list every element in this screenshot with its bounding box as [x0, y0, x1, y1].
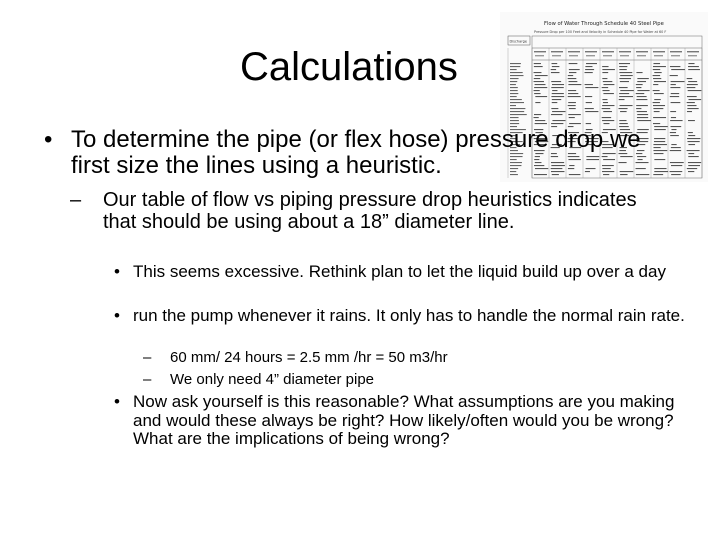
bullet-text: Our table of flow vs piping pressure drop heuristics indicates that should be using about a 18” diameter line. [103, 189, 637, 233]
table-cell-text [602, 66, 608, 67]
table-cell-text [569, 63, 578, 64]
table-cell-text [687, 111, 692, 112]
table-cell-text [653, 174, 663, 175]
table-cell-text [687, 138, 700, 139]
bullet-marker: • [44, 126, 53, 153]
table-cell-text [602, 69, 615, 70]
table-cell-text [552, 66, 560, 67]
table-cell-text [636, 99, 647, 100]
table-cell-text [535, 120, 545, 121]
table-cell-text [510, 90, 518, 91]
table-cell-text [603, 81, 612, 82]
bullet-text: To determine the pipe (or flex hose) pressure drop we first size the lines using a heuristic. [71, 126, 641, 179]
table-cell-text [671, 147, 681, 148]
table-cell-text [619, 63, 630, 64]
table-cell-text [687, 168, 697, 169]
bullet-marker: • [114, 262, 120, 281]
dash-marker: – [70, 189, 82, 211]
table-caption: Flow of Water Through Schedule 40 Steel Pipe [544, 21, 664, 27]
table-cell-text [654, 93, 664, 94]
table-cell-text [619, 66, 627, 67]
table-header-cell [688, 55, 697, 56]
table-cell-text [653, 78, 661, 79]
table-cell-text [636, 108, 641, 109]
table-cell-text [654, 171, 668, 172]
table-cell-text [687, 102, 695, 103]
table-cell-text [619, 99, 625, 100]
bullet-text: 60 mm/ 24 hours = 2.5 mm /hr = 50 m3/hr [170, 349, 448, 366]
table-cell-text [671, 144, 676, 145]
table-cell-text [654, 111, 660, 112]
table-cell-text [670, 171, 683, 172]
table-cell-text [510, 78, 519, 79]
table-cell-text [603, 111, 612, 112]
table-cell-text [510, 123, 519, 124]
table-cell-text [552, 102, 558, 103]
table-cell-text [602, 120, 614, 121]
table-cell-text [602, 90, 609, 91]
table-cell-text [688, 69, 700, 70]
table-cell-text [637, 111, 647, 112]
table-cell-text [653, 108, 663, 109]
table-cell-text [602, 87, 608, 88]
table-cell-text [619, 123, 627, 124]
table-cell-text [510, 72, 523, 73]
bullet-text: Now ask yourself is this reasonable? What assumptions are you making and would these always be right? How likely/often would you be wrong? What are the implications of being wrong? [133, 392, 675, 448]
table-cell-text [510, 81, 517, 82]
table-cell-text [510, 117, 519, 118]
table-cell-text [688, 135, 695, 136]
table-cell-text [619, 72, 632, 73]
table-cell-text [510, 114, 527, 115]
bullet-level3 [114, 307, 694, 326]
table-cell-text [619, 96, 633, 97]
table-header-cell [687, 51, 699, 52]
table-cell-text [535, 96, 547, 97]
table-cell-text [653, 105, 665, 106]
table-cell-text [687, 84, 698, 85]
table-cell-text [619, 108, 628, 109]
table-cell-text [510, 66, 520, 67]
table-cell-text [671, 84, 676, 85]
table-cell-text [569, 117, 575, 118]
table-cell-text [535, 84, 546, 85]
table-cell-text [552, 63, 558, 64]
table-cell-text [670, 75, 678, 76]
table-cell-text [688, 81, 697, 82]
table-cell-text [670, 66, 680, 67]
table-cell-text [585, 111, 598, 112]
table-cell-text [654, 81, 666, 82]
table-cell-text [688, 162, 701, 163]
table-header-cell [670, 51, 682, 52]
table-cell-text [688, 66, 699, 67]
table-cell-text [671, 69, 685, 70]
table-header-cell [534, 51, 546, 52]
table-cell-text [551, 69, 556, 70]
table-cell-text [687, 87, 696, 88]
table-cell-text [534, 66, 543, 67]
table-cell-text [619, 87, 628, 88]
table-cell-text [569, 108, 576, 109]
bullet-marker: • [114, 392, 120, 411]
table-cell-text [636, 84, 643, 85]
table-cell-text [602, 99, 607, 100]
table-cell-text [654, 138, 665, 139]
table-cell-text [535, 102, 540, 103]
table-cell-text [637, 90, 649, 91]
table-cell-text [671, 129, 676, 130]
table-cell-text [619, 69, 626, 70]
table-cell-text [569, 123, 581, 124]
table-cell-text [670, 120, 682, 121]
table-cell-text [585, 87, 598, 88]
dash-marker: – [143, 371, 152, 388]
table-cell-text [653, 144, 666, 145]
table-cell-text [653, 90, 660, 91]
table-cell-text [688, 141, 700, 142]
table-cell-text [552, 84, 564, 85]
table-cell-text [654, 99, 661, 100]
table-cell-text [585, 69, 594, 70]
table-cell-text [551, 123, 563, 124]
table-cell-text [602, 117, 611, 118]
table-cell-text [551, 87, 563, 88]
table-cell-text [654, 141, 665, 142]
table-cell-text [619, 78, 631, 79]
table-cell-text [688, 153, 694, 154]
table-cell-text [620, 111, 627, 112]
table-cell-text [688, 144, 695, 145]
table-cell-text [568, 90, 576, 91]
table-cell-text [602, 78, 607, 79]
table-cell-text [568, 93, 578, 94]
table-cell-text [585, 84, 593, 85]
table-cell-text [586, 102, 592, 103]
table-cell-text [568, 105, 576, 106]
table-cell-text [637, 81, 646, 82]
table-cell-text [603, 84, 614, 85]
table-cell-text [653, 150, 667, 151]
table-cell-text [534, 93, 540, 94]
table-header-cell [653, 51, 665, 52]
table-cell-text [620, 90, 634, 91]
table-cell-text [568, 102, 576, 103]
table-header-cell [619, 51, 631, 52]
table-cell-text [670, 162, 684, 163]
table-cell-text [534, 117, 539, 118]
bullet-level3 [114, 393, 694, 449]
table-cell-text [568, 84, 581, 85]
table-header-cell [603, 55, 612, 56]
table-cell-text [510, 108, 525, 109]
table-cell-text [569, 72, 576, 73]
table-cell-text [653, 75, 661, 76]
table-cell-text [586, 63, 597, 64]
table-cell-text [687, 105, 696, 106]
table-cell-text [552, 120, 565, 121]
table-cell-text [510, 69, 517, 70]
table-cell-text [535, 75, 548, 76]
table-cell-text [620, 81, 629, 82]
table-cell-text [653, 147, 660, 148]
table-cell-text [688, 165, 700, 166]
table-cell-text [602, 72, 608, 73]
table-cell-text [687, 150, 700, 151]
table-cell-text [637, 114, 648, 115]
bullet-text: run the pump whenever it rains. It only has to handle the normal rain rate. [133, 306, 685, 325]
table-cell-text [653, 123, 660, 124]
table-cell-text [535, 123, 547, 124]
table-cell-text [688, 120, 695, 121]
table-cell-text [636, 93, 645, 94]
table-header-cell [552, 55, 561, 56]
table-cell-text [653, 84, 658, 85]
table-cell-text [552, 90, 557, 91]
table-cell-text [637, 96, 647, 97]
table-header-cell [569, 55, 578, 56]
table-cell-text [636, 105, 648, 106]
table-header-cell [586, 55, 595, 56]
table-cell-text [551, 72, 560, 73]
table-header-cell [671, 55, 680, 56]
table-cell-text [551, 114, 563, 115]
table-cell-text [620, 105, 633, 106]
table-cell-text [654, 168, 666, 169]
table-header-cell [636, 51, 648, 52]
table-cell-text [688, 156, 698, 157]
table-cell-text [510, 105, 516, 106]
table-cell-text [510, 102, 524, 103]
bullet-level4 [143, 349, 448, 366]
table-header-cell [602, 51, 614, 52]
table-cell-text [552, 99, 561, 100]
table-cell-text [534, 90, 540, 91]
bullet-text: This seems excessive. Rethink plan to let the liquid build up over a day [133, 262, 666, 281]
table-cell-text [551, 108, 558, 109]
table-subcaption: Pressure Drop per 100 Feet and Velocity in Schedule 40 Pipe for Water at 60 F [534, 30, 667, 34]
table-cell-text [585, 96, 592, 97]
table-cell-text [671, 165, 682, 166]
table-cell-text [637, 117, 648, 118]
bullet-level2 [70, 190, 670, 233]
table-cell-text [688, 171, 694, 172]
table-cell-text [585, 72, 593, 73]
table-header-cell [585, 51, 597, 52]
table-cell-text [510, 93, 518, 94]
table-cell-text [620, 75, 633, 76]
table-cell-text [688, 99, 701, 100]
table-cell-text [654, 159, 665, 160]
table-cell-text [602, 105, 614, 106]
table-cell-text [603, 93, 613, 94]
table-header-cell [551, 51, 563, 52]
table-cell-text [534, 81, 544, 82]
table-cell-text [510, 63, 521, 64]
table-cell-text [671, 102, 681, 103]
bullet-level4 [143, 371, 374, 388]
table-cell-text [569, 81, 578, 82]
bullet-level1 [44, 127, 644, 179]
table-cell-text [671, 93, 679, 94]
table-cell-text [569, 69, 580, 70]
table-cell-text [671, 117, 676, 118]
table-cell-text [568, 96, 581, 97]
table-cell-text [653, 117, 666, 118]
table-cell-text [568, 114, 581, 115]
table-cell-text [637, 120, 651, 121]
table-cell-text [654, 126, 668, 127]
table-cell-text [552, 93, 564, 94]
table-cell-text [603, 102, 608, 103]
table-cell-text [653, 63, 660, 64]
table-cell-text [636, 87, 641, 88]
table-cell-text [510, 120, 519, 121]
table-cell-text [636, 72, 642, 73]
table-cell-text [653, 102, 660, 103]
dash-marker: – [143, 349, 152, 366]
table-cell-text [619, 93, 629, 94]
table-cell-text [510, 96, 517, 97]
table-cell-text [654, 72, 661, 73]
table-side-label: Discharge [509, 39, 528, 44]
bullet-text: We only need 4” diameter pipe [170, 371, 375, 388]
table-cell-text [670, 87, 680, 88]
table-header-cell [535, 55, 544, 56]
table-cell-text [654, 129, 666, 130]
table-cell-text [688, 90, 702, 91]
table-cell-text [510, 84, 516, 85]
table-cell-text [653, 69, 660, 70]
table-cell-text [688, 132, 693, 133]
table-cell-text [671, 174, 681, 175]
table-cell-text [654, 153, 664, 154]
table-cell-text [670, 150, 681, 151]
table-header-cell [620, 55, 629, 56]
table-cell-text [688, 63, 694, 64]
table-cell-text [568, 75, 573, 76]
table-cell-text [568, 78, 577, 79]
table-cell-text [534, 72, 542, 73]
table-cell-text [602, 108, 611, 109]
table-cell-text [510, 99, 522, 100]
table-cell-text [670, 111, 676, 112]
table-cell-text [670, 135, 679, 136]
table-cell-text [552, 111, 565, 112]
slide-title: Calculations [240, 45, 458, 89]
table-cell-text [687, 96, 697, 97]
table-cell-text [586, 123, 591, 124]
table-cell-text [585, 66, 592, 67]
table-cell-text [510, 87, 518, 88]
table-cell-text [510, 75, 523, 76]
table-cell-text [653, 66, 666, 67]
table-cell-text [534, 87, 547, 88]
table-cell-text [670, 96, 679, 97]
table-cell-text [637, 78, 648, 79]
table-header-cell [654, 55, 663, 56]
table-cell-text [687, 108, 698, 109]
table-cell-text [534, 63, 541, 64]
table-cell-text [687, 78, 693, 79]
table-header-cell [637, 55, 646, 56]
table-cell-text [585, 108, 594, 109]
bullet-marker: • [114, 306, 120, 325]
bullet-level3 [114, 263, 694, 282]
table-cell-text [551, 96, 564, 97]
table-cell-text [671, 126, 682, 127]
table-cell-text [551, 81, 561, 82]
table-cell-text [534, 114, 541, 115]
table-cell-text [671, 81, 685, 82]
table-cell-text [534, 78, 540, 79]
table-header-cell [568, 51, 580, 52]
table-cell-text [510, 111, 524, 112]
table-cell-text [619, 120, 626, 121]
table-cell-text [670, 132, 676, 133]
table-cell-text [603, 123, 609, 124]
